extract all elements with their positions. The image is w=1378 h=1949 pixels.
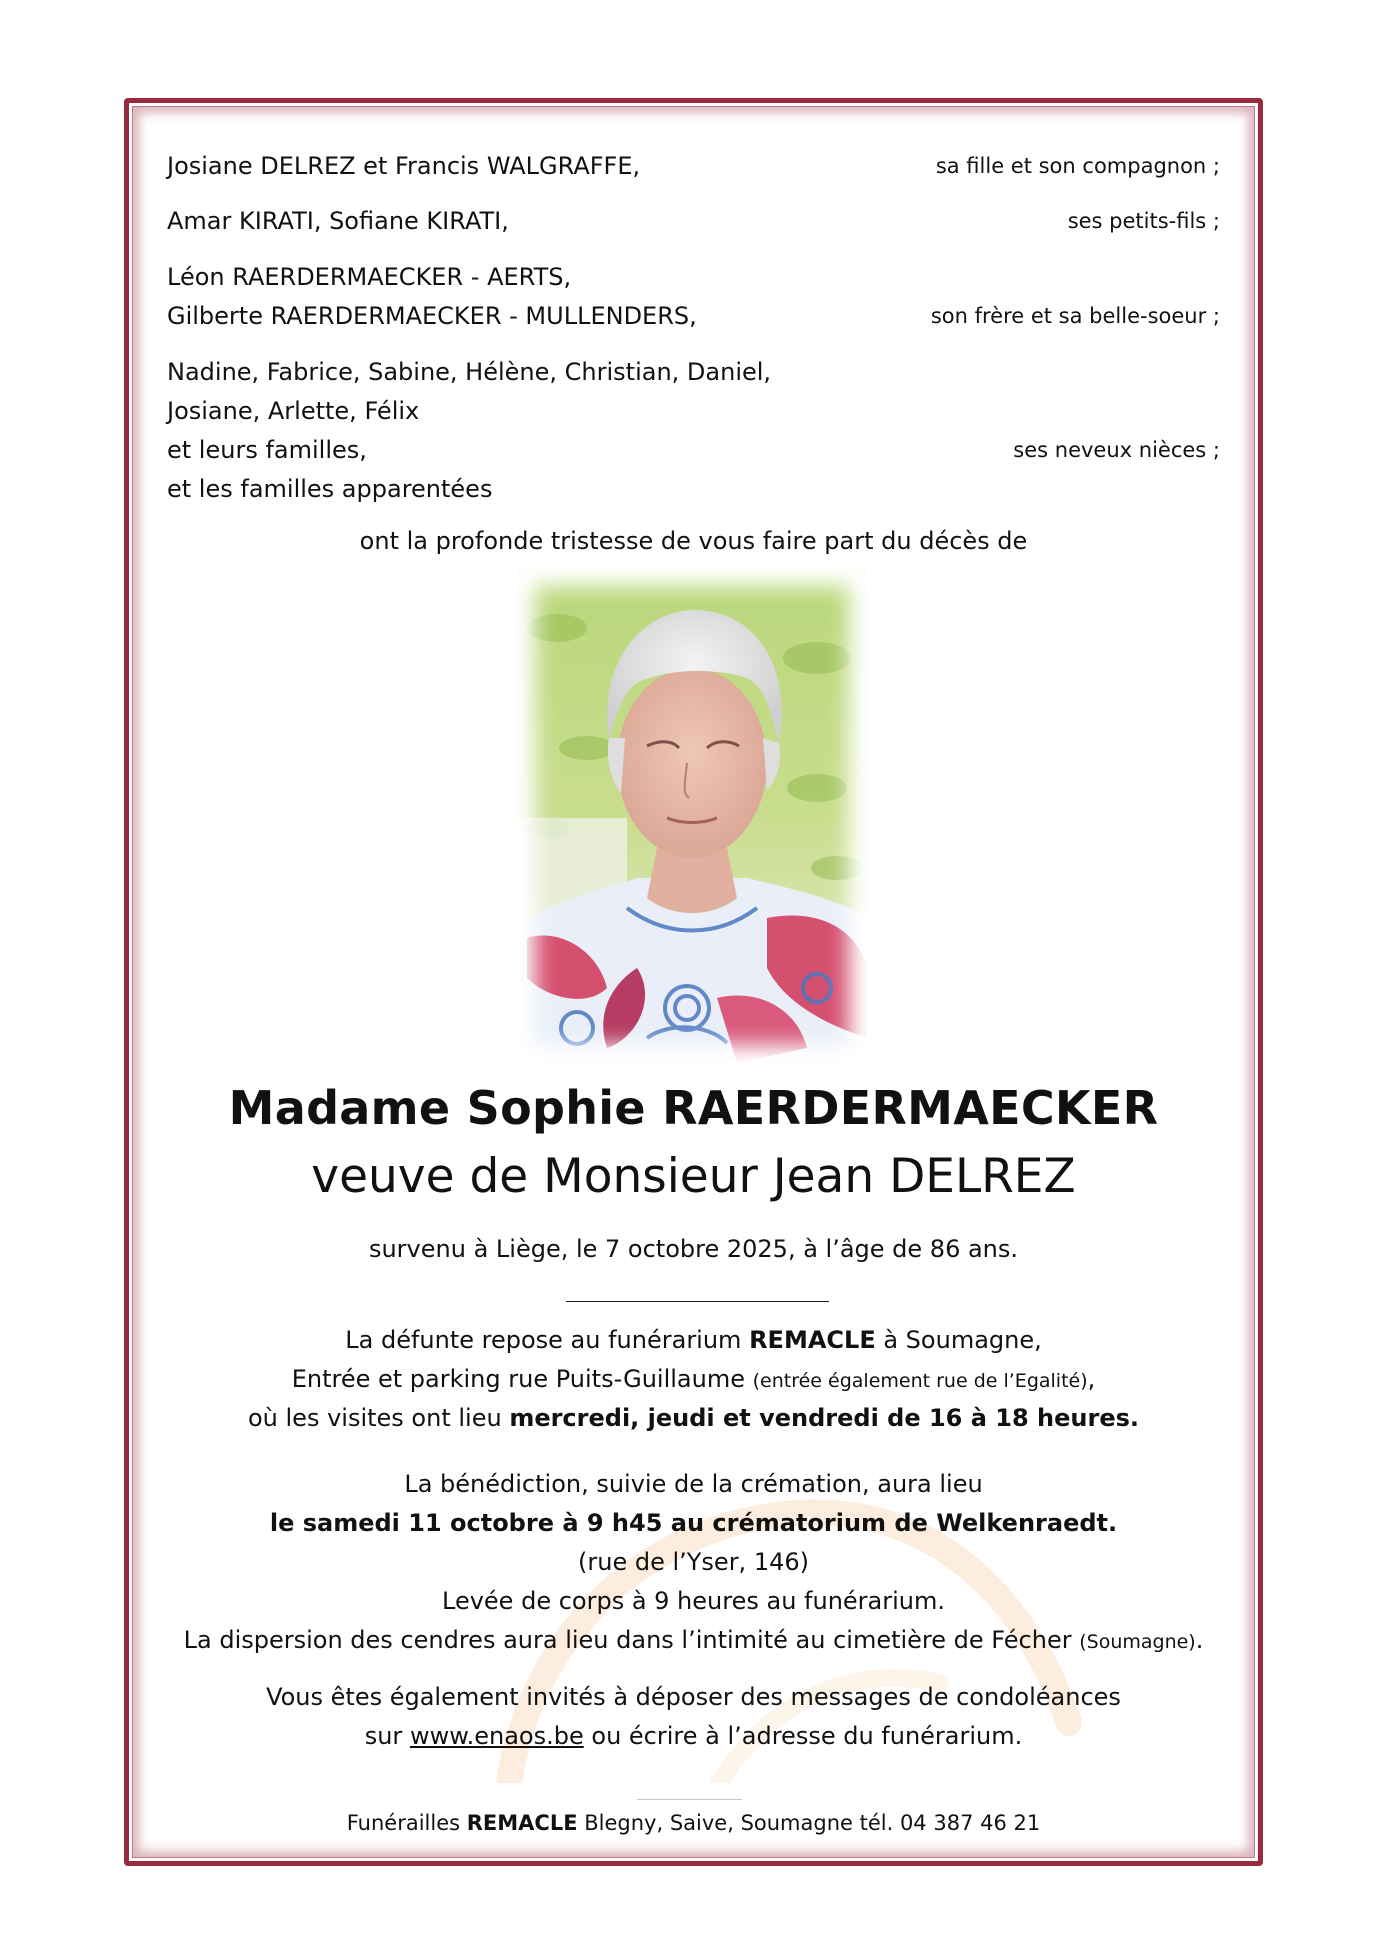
visitation-line-3 <box>129 1399 1258 1438</box>
section-divider <box>566 1301 829 1302</box>
cemetery-locality: (Soumagne) <box>1079 1631 1196 1653</box>
family-relation: sa fille et son compagnon ; <box>935 154 1220 178</box>
crematorium-address: (rue de l’Yser, 146) <box>578 1548 809 1576</box>
condolences-text: ou écrire à l’adresse du funérarium. <box>583 1722 1023 1750</box>
family-relation: ses petits-fils ; <box>1067 209 1220 233</box>
family-names <box>167 202 509 241</box>
visitation-line-2 <box>129 1360 1258 1401</box>
family-name-line: Gilberte RAERDERMAECKER - MULLENDERS, <box>167 302 697 330</box>
family-names <box>167 147 640 186</box>
family-name-line: Nadine, Fabrice, Sabine, Hélène, Christian, Daniel, <box>167 358 772 386</box>
visitation-line-1 <box>129 1321 1258 1360</box>
family-name-line: et les familles apparentées <box>167 475 493 503</box>
family-name-line: et leurs familles, <box>167 436 367 464</box>
funeral-home-name: REMACLE <box>749 1326 876 1354</box>
footer-company-name: REMACLE <box>466 1811 578 1835</box>
family-names <box>167 258 697 336</box>
ceremony-line-1: La bénédiction, suivie de la crémation, aura lieu <box>404 1470 983 1498</box>
visitation-text: La défunte repose au funérarium <box>345 1326 750 1354</box>
deceased-name: Madame Sophie RAERDERMAECKER <box>228 1081 1159 1135</box>
obituary-frame <box>124 98 1263 1866</box>
family-entry <box>167 147 1220 186</box>
condolences-text: sur <box>364 1722 410 1750</box>
widow-of-line: veuve de Monsieur Jean DELREZ <box>311 1149 1076 1204</box>
visitation-text: où les visites ont lieu <box>247 1404 510 1432</box>
footer-contact <box>129 1811 1258 1835</box>
footer-divider <box>637 1799 742 1800</box>
portrait-photo <box>517 568 867 1063</box>
family-relation: ses neveux nièces ; <box>1013 438 1220 462</box>
ceremony-text: . <box>1195 1626 1204 1654</box>
visitation-text: Entrée et parking rue Puits-Guillaume <box>291 1365 753 1393</box>
family-name-line: Léon RAERDERMAECKER - AERTS, <box>167 263 572 291</box>
ceremony-text: La dispersion des cendres aura lieu dans l’intimité au cimetière de Fécher <box>183 1626 1080 1654</box>
family-entry <box>167 258 1220 336</box>
visitation-text: , <box>1087 1365 1096 1393</box>
family-names <box>167 353 771 509</box>
family-name-line: Josiane DELREZ et Francis WALGRAFFE, <box>167 152 641 180</box>
family-entry <box>167 353 1220 509</box>
family-name-line: Josiane, Arlette, Félix <box>167 397 420 425</box>
visitation-text: à Soumagne, <box>875 1326 1042 1354</box>
condolences-website-link[interactable]: www.enaos.be <box>409 1722 584 1750</box>
family-relation: son frère et sa belle-soeur ; <box>930 304 1220 328</box>
condolences-line-2 <box>129 1717 1258 1756</box>
family-entry <box>167 202 1220 241</box>
family-name-line: Amar KIRATI, Sofiane KIRATI, <box>167 207 509 235</box>
ceremony-line-5 <box>129 1621 1258 1662</box>
death-info: survenu à Liège, le 7 octobre 2025, à l’âge de 86 ans. <box>368 1235 1019 1263</box>
condolences-line-1: Vous êtes également invités à déposer des messages de condoléances <box>266 1683 1121 1711</box>
alternate-entrance-note: (entrée également rue de l’Egalité) <box>752 1370 1088 1392</box>
photo-vignette <box>517 568 867 1063</box>
obituary-content <box>129 103 1258 1861</box>
footer-text: Funérailles <box>346 1811 467 1835</box>
footer-locations-phone: Blegny, Saive, Soumagne tél. 04 387 46 21 <box>577 1811 1041 1835</box>
ceremony-line-4: Levée de corps à 9 heures au funérarium. <box>442 1587 945 1615</box>
announcement-intro: ont la profonde tristesse de vous faire part du décès de <box>359 527 1028 555</box>
visiting-hours: mercredi, jeudi et vendredi de 16 à 18 heures. <box>509 1404 1140 1432</box>
ceremony-date-place: le samedi 11 octobre à 9 h45 au crématorium de Welkenraedt. <box>269 1509 1118 1537</box>
